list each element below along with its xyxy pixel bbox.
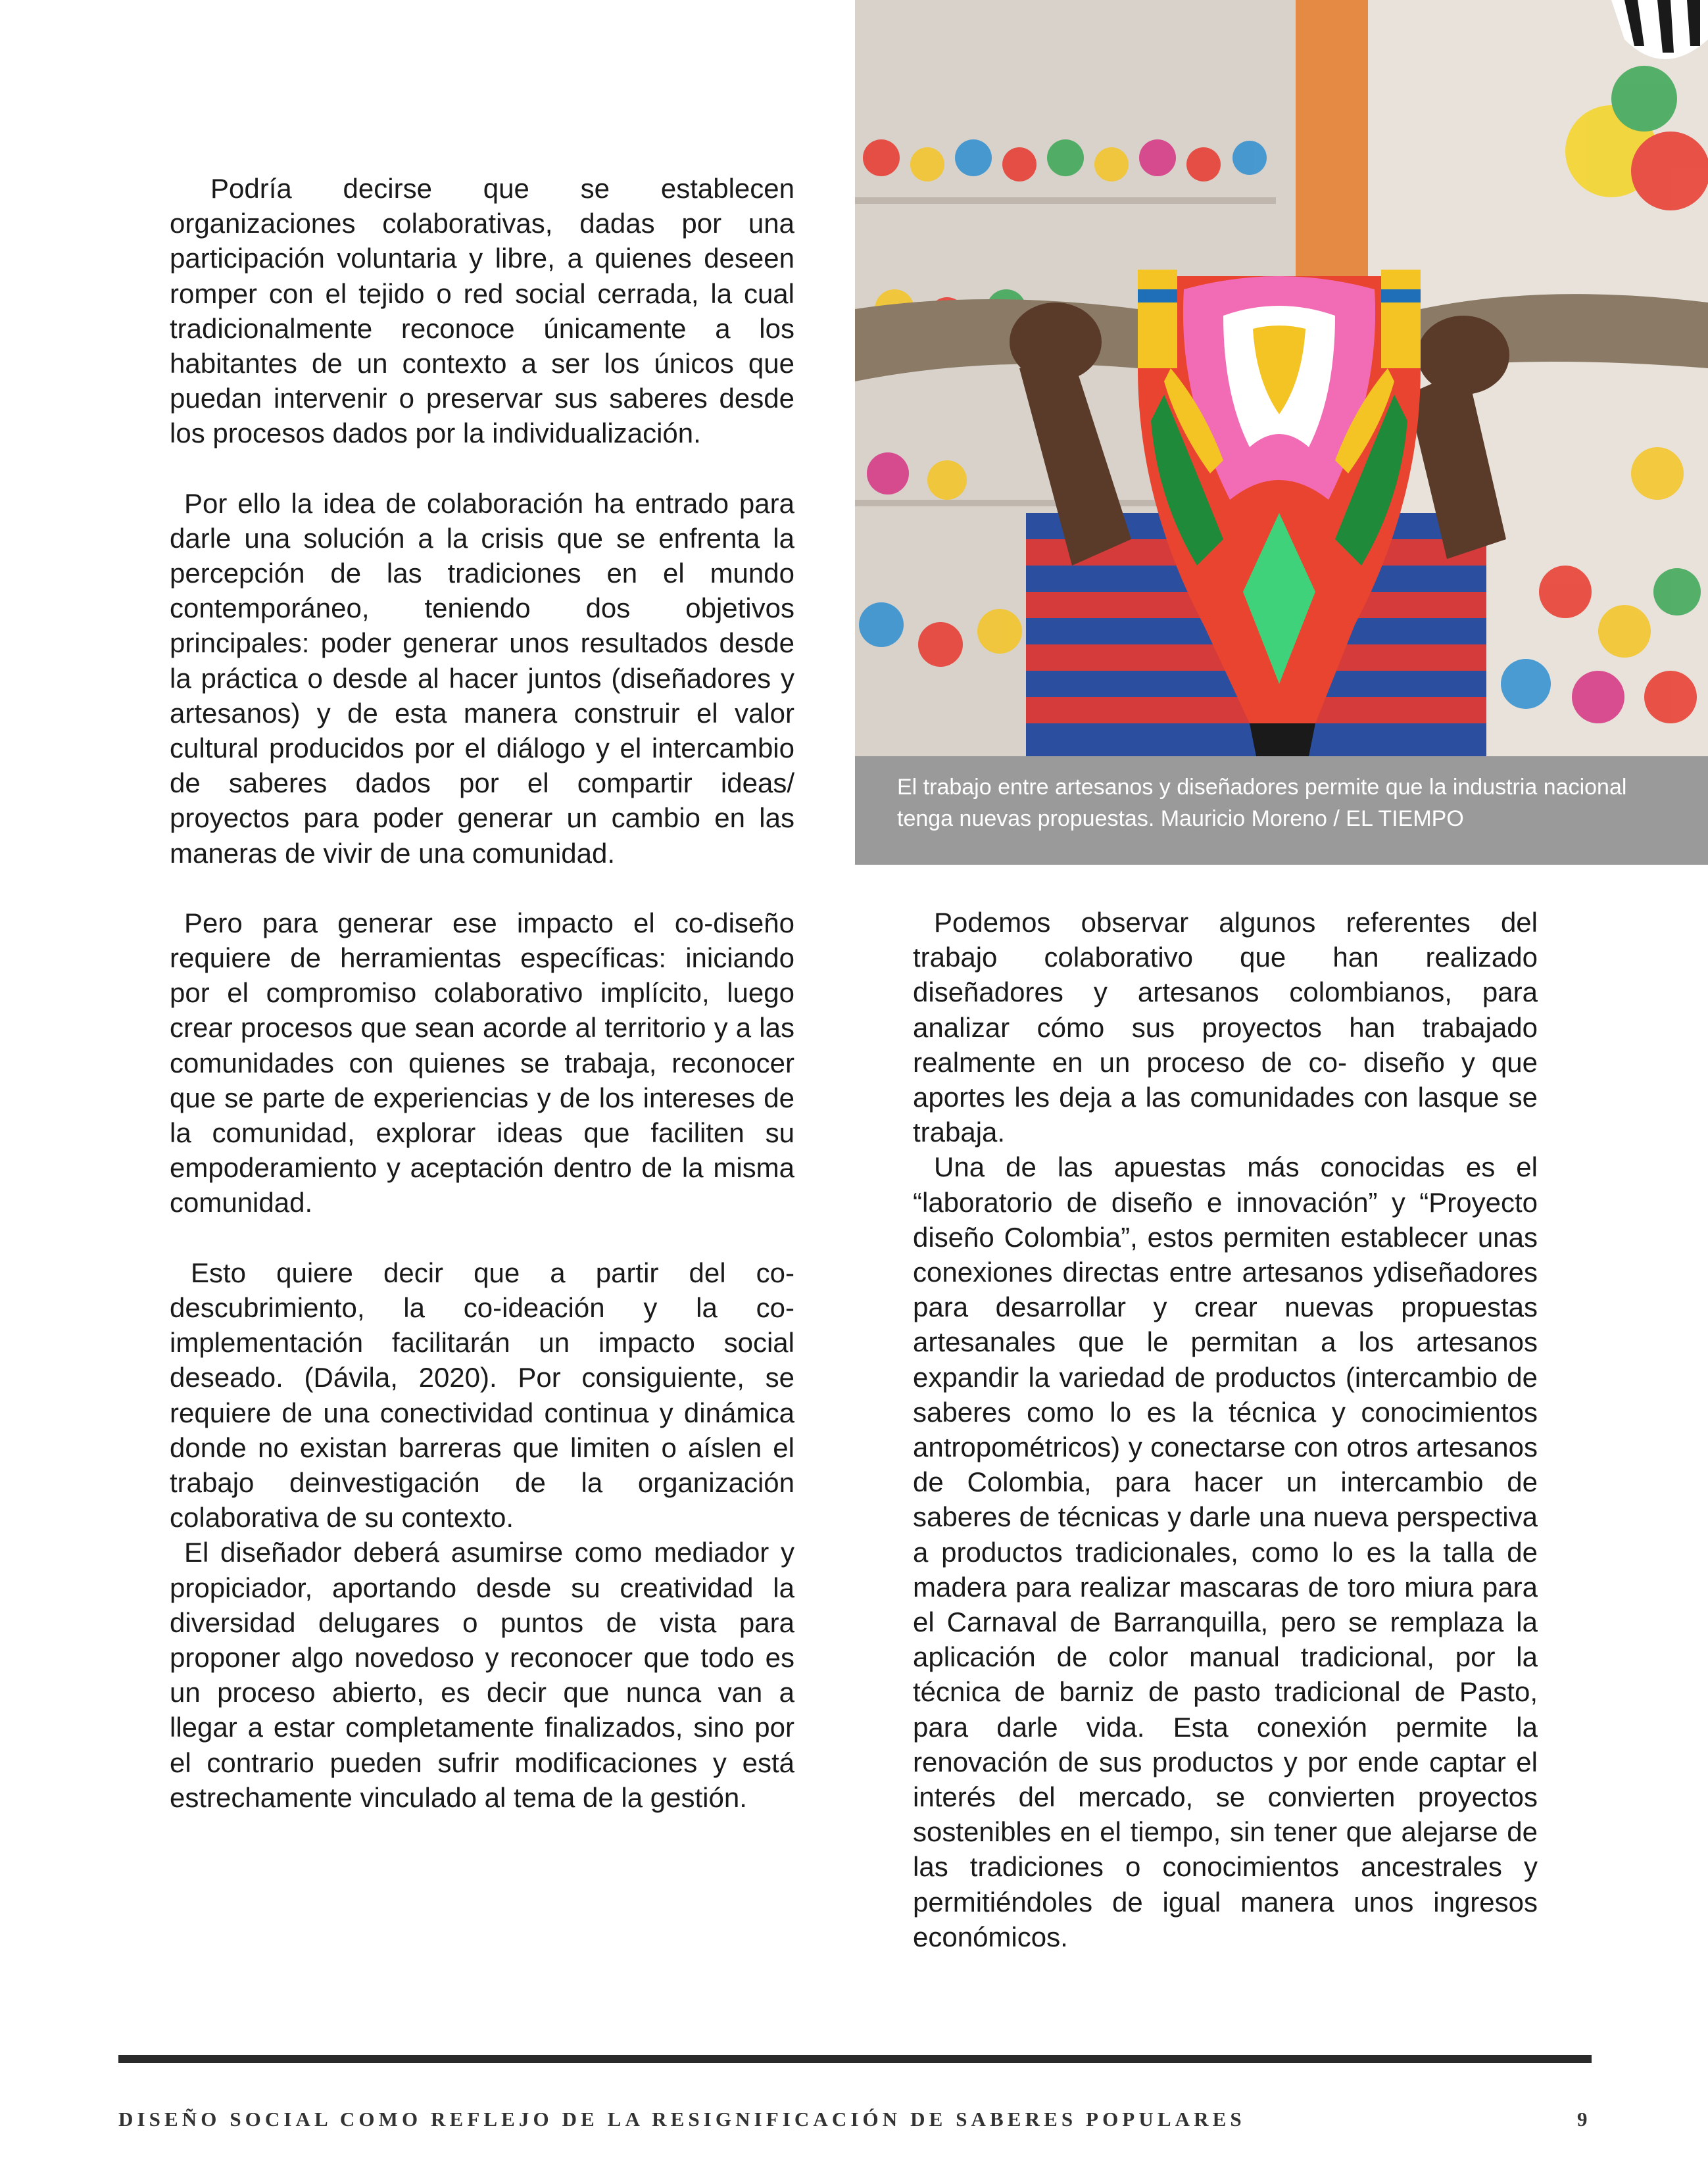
photo-caption: El trabajo entre artesanos y diseñadores permite que la industria nacional tenga nuevas propuestas. Mauricio Moreno / EL TIEMPO bbox=[855, 756, 1708, 865]
paragraph: El diseñador deberá asumirse como mediador y propiciador, aportando desde su creatividad la diversidad delugares o puntos de vista para proponer algo novedoso y reconocer que todo es un proceso abierto, es decir que nunca van a llegar a estar completamente finalizados, sino por el contrario pueden sufrir modificaciones y está estrechamente vinculado al tema de la gestión. bbox=[170, 1537, 794, 1813]
paragraph: Pero para generar ese impacto el co-diseño requiere de herramientas específicas: iniciando por el compromiso colaborativo implícito, luego crear procesos que sean acorde al territorio y a las comunidades con quienes se trabaja, reconocer que se parte de experiencias y de los intereses de la comunidad, explorar ideas que faciliten su empoderamiento y aceptación dentro de la misma comunidad. bbox=[170, 907, 794, 1219]
footer-divider bbox=[118, 2055, 1592, 2063]
right-text-column bbox=[913, 905, 1538, 1954]
paragraph: Por ello la idea de colaboración ha entrado para darle una solución a la crisis que se enfrenta la percepción de las tradiciones en el mundo contemporáneo, teniendo dos objetivos principales: poder generar unos resultados desde la práctica o desde al hacer juntos (diseñadores y artesanos) y de esta manera construir el valor cultural producidos por el diálogo y el intercambio de saberes dados por el compartir ideas/ proyectos para poder generar un cambio en las maneras de vivir de una comunidad. bbox=[170, 487, 794, 869]
paragraph: Esto quiere decir que a partir del co-descubrimiento, la co-ideación y la co-implementación facilitarán un impacto social deseado. (Dávila, 2020). Por consiguiente, se requiere de una conectividad continua y dinámica donde no existan barreras que limiten o aíslen el trabajo deinvestigación de la organización colaborativa de su contexto. bbox=[170, 1257, 794, 1534]
left-text-column bbox=[170, 171, 794, 1815]
paragraph: Podría decirse que se establecen organizaciones colaborativas, dadas por una participación voluntaria y libre, a quienes deseen romper con el tejido o red social cerrada, la cual tradicionalmente reconoce únicamente a los habitantes de un contexto a ser los únicos que puedan intervenir o preservar sus saberes desde los procesos dados por la individualización. bbox=[170, 173, 794, 449]
footer-title: DISEÑO SOCIAL COMO REFLEJO DE LA RESIGNIFICACIÓN DE SABERES POPULARES bbox=[118, 2108, 1246, 2131]
bull-mask-photo bbox=[855, 0, 1708, 756]
page-number: 9 bbox=[1577, 2108, 1588, 2131]
paragraph: Podemos observar algunos referentes del trabajo colaborativo que han realizado diseñadores y artesanos colombianos, para analizar cómo sus proyectos han trabajado realmente en un proceso de co- diseño y que aportes les deja a las comunidades con lasque se trabaja. bbox=[913, 907, 1538, 1148]
paragraph: Una de las apuestas más conocidas es el “laboratorio de diseño e innovación” y “Proyecto diseño Colombia”, estos permiten establecer unas conexiones directas entre artesanos ydiseñadores para desarrollar y crear nuevas propuestas artesanales que le permitan a los artesanos expandir la variedad de productos (intercambio de saberes como lo es la técnica y conocimientos antropométricos) y conectarse con otros artesanos de Colombia, para hacer un intercambio de saberes de técnicas y darle una nueva perspectiva a productos tradicionales, como lo es la talla de madera para realizar mascaras de toro miura para el Carnaval de Barranquilla, pero se remplaza la aplicación de color manual tradicional, por la técnica de barniz de pasto tradicional de Pasto, para darle vida. Esta conexión permite la renovación de sus productos y por ende captar el interés del mercado, se convierten proyectos sostenibles en el tiempo, sin tener que alejarse de las tradiciones o conocimientos ancestrales y permitiéndoles de igual manera unos ingresos económicos. bbox=[913, 1151, 1538, 1952]
